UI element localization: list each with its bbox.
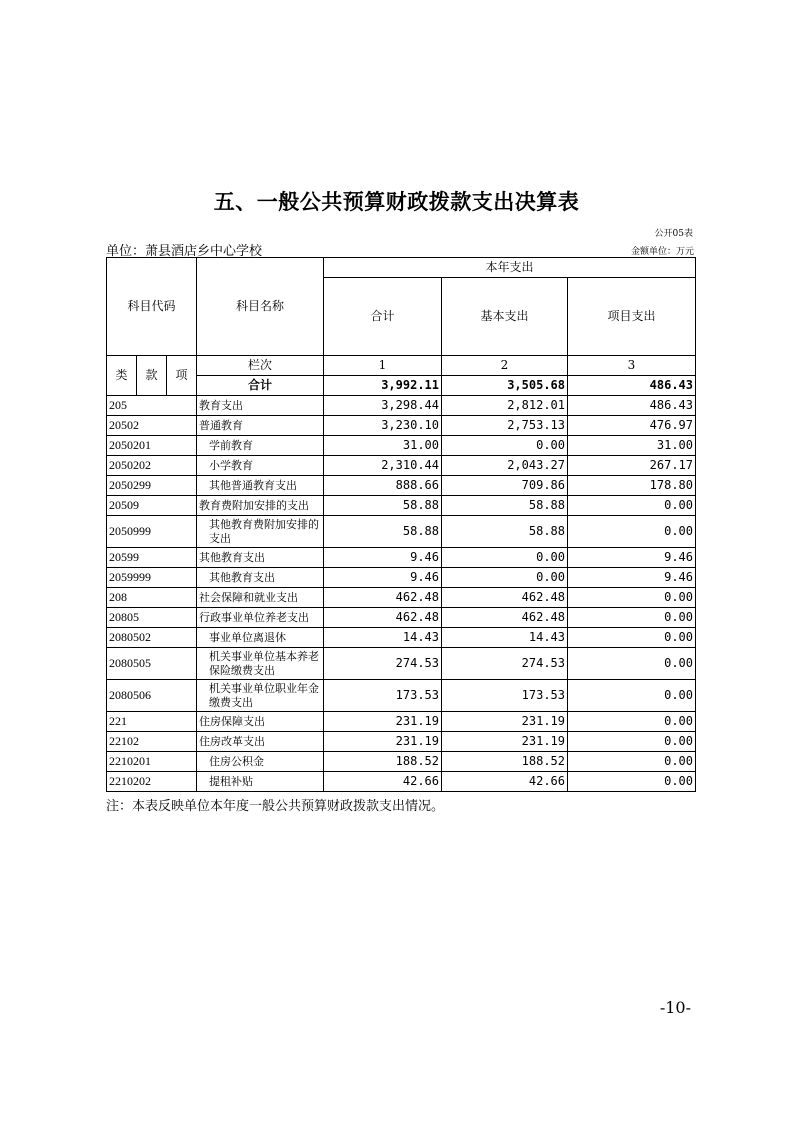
- row-total: 58.88: [324, 516, 442, 548]
- table-row: [107, 416, 696, 436]
- row-name: 社会保障和就业支出: [197, 588, 324, 608]
- row-total: 888.66: [324, 476, 442, 496]
- row-basic: 462.48: [442, 588, 568, 608]
- header-kuan: 款: [137, 356, 167, 396]
- row-project: 9.46: [568, 548, 696, 568]
- row-project: 0.00: [568, 752, 696, 772]
- row-name: 小学教育: [197, 456, 324, 476]
- row-name: 教育费附加安排的支出: [197, 496, 324, 516]
- table-row: [107, 436, 696, 456]
- row-name: 住房公积金: [197, 752, 324, 772]
- table-row: [107, 588, 696, 608]
- row-basic: 709.86: [442, 476, 568, 496]
- row-total: 42.66: [324, 772, 442, 792]
- row-project: 0.00: [568, 588, 696, 608]
- row-project: 0.00: [568, 680, 696, 712]
- header-col-2: 2: [442, 356, 568, 376]
- row-code: 22102: [107, 732, 197, 752]
- table-row: [107, 628, 696, 648]
- row-name: 机关事业单位基本养老保险缴费支出: [197, 648, 324, 680]
- row-code: 2080506: [107, 680, 197, 712]
- table-row: [107, 456, 696, 476]
- row-name: 住房保障支出: [197, 712, 324, 732]
- row-total: 3,298.44: [324, 396, 442, 416]
- row-basic: 42.66: [442, 772, 568, 792]
- table-row: [107, 516, 696, 548]
- table-row: [107, 608, 696, 628]
- row-code: 2050202: [107, 456, 197, 476]
- row-basic: 0.00: [442, 548, 568, 568]
- row-basic: 231.19: [442, 712, 568, 732]
- row-name: 普通教育: [197, 416, 324, 436]
- header-subject-name: 科目名称: [197, 258, 324, 356]
- header-project: 项目支出: [568, 278, 696, 356]
- table-row: [107, 680, 696, 712]
- row-total: 14.43: [324, 628, 442, 648]
- table-row: [107, 476, 696, 496]
- row-total: 9.46: [324, 568, 442, 588]
- row-name: 其他教育支出: [197, 568, 324, 588]
- row-project: 0.00: [568, 712, 696, 732]
- row-code: 2210202: [107, 772, 197, 792]
- row-total: 231.19: [324, 732, 442, 752]
- table-row: [107, 772, 696, 792]
- row-code: 20502: [107, 416, 197, 436]
- row-total: 2,310.44: [324, 456, 442, 476]
- row-code: 205: [107, 396, 197, 416]
- row-basic: 2,812.01: [442, 396, 568, 416]
- row-code: 2080502: [107, 628, 197, 648]
- row-code: 2080505: [107, 648, 197, 680]
- row-basic: 274.53: [442, 648, 568, 680]
- row-total: 462.48: [324, 608, 442, 628]
- table-row: [107, 752, 696, 772]
- header-col-3: 3: [568, 356, 696, 376]
- row-total: 231.19: [324, 712, 442, 732]
- row-total: 31.00: [324, 436, 442, 456]
- row-basic: 462.48: [442, 608, 568, 628]
- row-total: 274.53: [324, 648, 442, 680]
- form-number: 公开05表: [654, 229, 693, 239]
- table-row: [107, 548, 696, 568]
- row-project: 0.00: [568, 648, 696, 680]
- row-code: 2210201: [107, 752, 197, 772]
- row-code: 221: [107, 712, 197, 732]
- row-code: 2050201: [107, 436, 197, 456]
- page-title: 五、一般公共预算财政拨款支出决算表: [213, 190, 580, 214]
- row-basic: 58.88: [442, 496, 568, 516]
- row-project: 267.17: [568, 456, 696, 476]
- row-basic: 2,043.27: [442, 456, 568, 476]
- header-basic: 基本支出: [442, 278, 568, 356]
- header-lanci: 栏次: [197, 356, 324, 376]
- row-project: 0.00: [568, 608, 696, 628]
- row-name: 事业单位离退休: [197, 628, 324, 648]
- row-name: 其他普通教育支出: [197, 476, 324, 496]
- row-basic: 0.00: [442, 568, 568, 588]
- row-total: 188.52: [324, 752, 442, 772]
- row-project: 0.00: [568, 516, 696, 548]
- row-project: 0.00: [568, 732, 696, 752]
- expenditure-table: [106, 257, 696, 792]
- header-lei: 类: [107, 356, 137, 396]
- table-row: [107, 732, 696, 752]
- row-name: 教育支出: [197, 396, 324, 416]
- row-code: 2050299: [107, 476, 197, 496]
- row-project: 31.00: [568, 436, 696, 456]
- row-total: 462.48: [324, 588, 442, 608]
- row-basic: 58.88: [442, 516, 568, 548]
- row-name: 学前教育: [197, 436, 324, 456]
- row-total: 9.46: [324, 548, 442, 568]
- row-basic: 14.43: [442, 628, 568, 648]
- row-project: 9.46: [568, 568, 696, 588]
- total-label: 合计: [197, 376, 324, 396]
- row-basic: 0.00: [442, 436, 568, 456]
- header-year-expenditure: 本年支出: [324, 258, 696, 278]
- table-note: 注：本表反映单位本年度一般公共预算财政拨款支出情况。: [106, 799, 445, 814]
- header-xiang: 项: [167, 356, 197, 396]
- row-code: 20599: [107, 548, 197, 568]
- row-code: 20805: [107, 608, 197, 628]
- row-project: 0.00: [568, 628, 696, 648]
- header-col-1: 1: [324, 356, 442, 376]
- row-name: 提租补贴: [197, 772, 324, 792]
- table-row: [107, 396, 696, 416]
- row-project: 0.00: [568, 496, 696, 516]
- row-name: 机关事业单位职业年金缴费支出: [197, 680, 324, 712]
- row-code: 2059999: [107, 568, 197, 588]
- row-name: 住房改革支出: [197, 732, 324, 752]
- row-basic: 231.19: [442, 732, 568, 752]
- header-subject-code: 科目代码: [107, 258, 197, 356]
- table-row: [107, 712, 696, 732]
- table-row: [107, 568, 696, 588]
- row-name: 行政事业单位养老支出: [197, 608, 324, 628]
- total-amount: 3,992.11: [324, 376, 442, 396]
- row-total: 173.53: [324, 680, 442, 712]
- row-code: 2050999: [107, 516, 197, 548]
- total-project: 486.43: [568, 376, 696, 396]
- row-project: 0.00: [568, 772, 696, 792]
- row-code: 20509: [107, 496, 197, 516]
- row-code: 208: [107, 588, 197, 608]
- total-basic: 3,505.68: [442, 376, 568, 396]
- row-basic: 173.53: [442, 680, 568, 712]
- row-name: 其他教育支出: [197, 548, 324, 568]
- row-project: 178.80: [568, 476, 696, 496]
- row-total: 58.88: [324, 496, 442, 516]
- table-row: [107, 496, 696, 516]
- row-basic: 2,753.13: [442, 416, 568, 436]
- header-total: 合计: [324, 278, 442, 356]
- row-name: 其他教育费附加安排的支出: [197, 516, 324, 548]
- row-project: 476.97: [568, 416, 696, 436]
- unit-label: 单位：萧县酒店乡中心学校: [106, 244, 263, 259]
- amount-unit-label: 金额单位：万元: [630, 247, 694, 257]
- row-total: 3,230.10: [324, 416, 442, 436]
- page-number: -10-: [659, 998, 691, 1017]
- row-project: 486.43: [568, 396, 696, 416]
- row-basic: 188.52: [442, 752, 568, 772]
- table-row: [107, 648, 696, 680]
